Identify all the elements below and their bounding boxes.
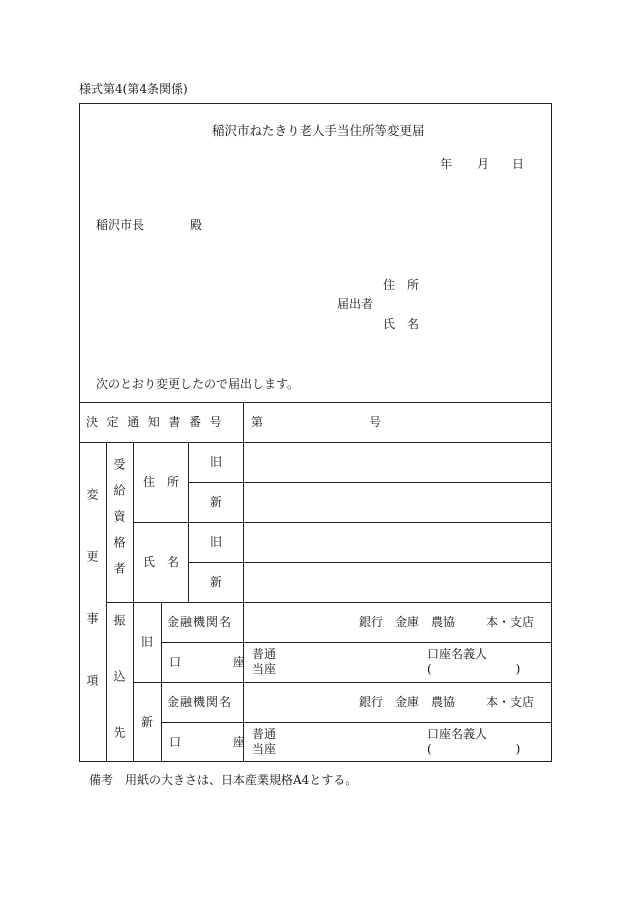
address-label: 住所 xyxy=(143,475,192,489)
table-rule xyxy=(79,402,552,403)
statement: 次のとおり変更したので届出します。 xyxy=(96,377,300,391)
account-type-ordinary: 普通 xyxy=(252,647,277,661)
applicant-role-label: 届出者 xyxy=(337,297,374,311)
decision-suffix: 号 xyxy=(369,415,382,429)
branch-label: 本・支店 xyxy=(486,695,535,709)
name-old-label: 旧 xyxy=(210,535,223,549)
account-type-checking: 当座 xyxy=(252,742,277,756)
transfer-label: 振込先 xyxy=(112,614,126,782)
institution-types: 銀行 金庫 農協 xyxy=(359,615,456,629)
change-items-label: 変更事項 xyxy=(85,488,99,736)
form-id: 様式第4(第4条関係) xyxy=(79,82,188,96)
date-month[interactable]: 月 xyxy=(477,157,490,171)
applicant-address-label: 住 所 xyxy=(383,278,420,292)
footnote: 備考 用紙の大きさは、日本産業規格A4とする。 xyxy=(89,773,358,787)
institution-types: 銀行 金庫 農協 xyxy=(359,695,456,709)
table-rule xyxy=(161,722,552,723)
table-rule xyxy=(161,602,162,762)
date-day[interactable]: 日 xyxy=(512,157,525,171)
name-label: 氏名 xyxy=(143,555,192,569)
decision-label: 決定通知書番号 xyxy=(86,415,231,429)
address-old-label: 旧 xyxy=(210,455,223,469)
account-holder-field[interactable]: ( ) xyxy=(427,662,521,676)
recipient-label: 受給資格者 xyxy=(112,458,126,588)
account-label: 口 座 xyxy=(169,735,250,749)
account-type-checking: 当座 xyxy=(252,662,277,676)
table-rule xyxy=(161,642,552,643)
transfer-new-label: 新 xyxy=(141,715,154,729)
decision-prefix: 第 xyxy=(251,415,264,429)
account-holder-label: 口座名義人 xyxy=(427,727,488,741)
account-type-ordinary: 普通 xyxy=(252,727,277,741)
transfer-old-label: 旧 xyxy=(141,635,154,649)
table-rule xyxy=(79,442,552,443)
applicant-name-label: 氏 名 xyxy=(383,317,420,331)
account-holder-field[interactable]: ( ) xyxy=(427,742,521,756)
account-label: 口 座 xyxy=(169,655,250,669)
table-rule xyxy=(133,522,552,523)
table-rule xyxy=(106,602,552,603)
addressee-name: 稲沢市長 xyxy=(96,218,145,232)
addressee-honorific: 殿 xyxy=(190,218,203,232)
table-rule xyxy=(133,442,134,762)
institution-label: 金融機関名 xyxy=(167,695,233,709)
account-holder-label: 口座名義人 xyxy=(427,647,488,661)
date-year[interactable]: 年 xyxy=(440,157,453,171)
institution-label: 金融機関名 xyxy=(167,615,233,629)
table-rule xyxy=(106,442,107,762)
table-rule xyxy=(133,682,552,683)
address-new-label: 新 xyxy=(210,495,223,509)
table-rule xyxy=(243,402,244,762)
form-title: 稲沢市ねたきり老人手当住所等変更届 xyxy=(212,123,425,138)
branch-label: 本・支店 xyxy=(486,615,535,629)
name-new-label: 新 xyxy=(210,575,223,589)
table-rule xyxy=(188,442,189,602)
